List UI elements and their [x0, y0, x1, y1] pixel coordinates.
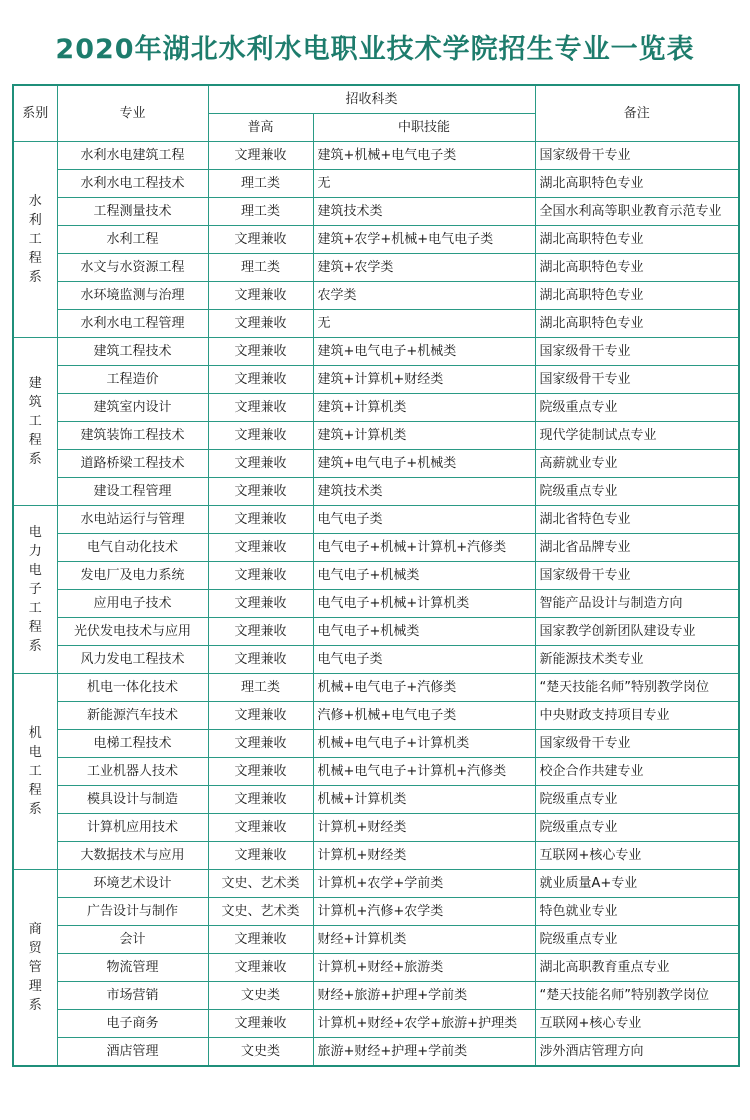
- vocational-cell: 计算机+财经类: [313, 842, 535, 870]
- note-cell: 湖北高职特色专业: [535, 282, 739, 310]
- note-cell: 国家级骨干专业: [535, 366, 739, 394]
- table-row: [13, 842, 739, 870]
- major-cell: 建筑室内设计: [57, 394, 208, 422]
- table-row: [13, 674, 739, 702]
- table-row: [13, 254, 739, 282]
- major-cell: 道路桥梁工程技术: [57, 450, 208, 478]
- vocational-cell: 农学类: [313, 282, 535, 310]
- general-cell: 理工类: [208, 170, 313, 198]
- general-cell: 文理兼收: [208, 702, 313, 730]
- note-cell: 现代学徒制试点专业: [535, 422, 739, 450]
- department-cell: [13, 870, 57, 1067]
- header-subjects: 招收科类: [208, 85, 535, 114]
- table-row: [13, 562, 739, 590]
- note-cell: 院级重点专业: [535, 478, 739, 506]
- table-row: [13, 786, 739, 814]
- general-cell: 文理兼收: [208, 142, 313, 170]
- table-row: [13, 338, 739, 366]
- department-name: 商贸管理系: [28, 922, 42, 1013]
- major-cell: 发电厂及电力系统: [57, 562, 208, 590]
- table-row: [13, 366, 739, 394]
- general-cell: 文理兼收: [208, 366, 313, 394]
- table-row: [13, 1010, 739, 1038]
- general-cell: 文理兼收: [208, 814, 313, 842]
- vocational-cell: 机械+电气电子+计算机+汽修类: [313, 758, 535, 786]
- note-cell: “楚天技能名师”特别教学岗位: [535, 674, 739, 702]
- major-cell: 水电站运行与管理: [57, 506, 208, 534]
- note-cell: 湖北高职特色专业: [535, 310, 739, 338]
- general-cell: 理工类: [208, 198, 313, 226]
- general-cell: 文理兼收: [208, 282, 313, 310]
- general-cell: 文理兼收: [208, 926, 313, 954]
- table-row: [13, 646, 739, 674]
- general-cell: 文理兼收: [208, 422, 313, 450]
- general-cell: 文理兼收: [208, 534, 313, 562]
- major-cell: 建筑装饰工程技术: [57, 422, 208, 450]
- department-cell: [13, 506, 57, 674]
- header-major: 专业: [57, 85, 208, 142]
- table-row: [13, 870, 739, 898]
- general-cell: 文史、艺术类: [208, 898, 313, 926]
- table-row: [13, 478, 739, 506]
- major-cell: 市场营销: [57, 982, 208, 1010]
- vocational-cell: 汽修+机械+电气电子类: [313, 702, 535, 730]
- vocational-cell: 建筑+电气电子+机械类: [313, 450, 535, 478]
- note-cell: 就业质量A+专业: [535, 870, 739, 898]
- vocational-cell: 电气电子+机械+计算机类: [313, 590, 535, 618]
- note-cell: 国家级骨干专业: [535, 730, 739, 758]
- table-row: [13, 534, 739, 562]
- table-body: [13, 142, 739, 1067]
- major-cell: 物流管理: [57, 954, 208, 982]
- department-name: 水利工程系: [28, 194, 42, 285]
- vocational-cell: 旅游+财经+护理+学前类: [313, 1038, 535, 1067]
- note-cell: 国家教学创新团队建设专业: [535, 618, 739, 646]
- major-cell: 模具设计与制造: [57, 786, 208, 814]
- general-cell: 理工类: [208, 674, 313, 702]
- general-cell: 文理兼收: [208, 394, 313, 422]
- general-cell: 文理兼收: [208, 310, 313, 338]
- table-row: [13, 814, 739, 842]
- major-cell: 建设工程管理: [57, 478, 208, 506]
- table-row: [13, 506, 739, 534]
- table-row: [13, 730, 739, 758]
- header-vocational: 中职技能: [313, 114, 535, 142]
- vocational-cell: 电气电子类: [313, 646, 535, 674]
- general-cell: 文理兼收: [208, 1010, 313, 1038]
- vocational-cell: 建筑技术类: [313, 198, 535, 226]
- note-cell: 院级重点专业: [535, 394, 739, 422]
- major-cell: 大数据技术与应用: [57, 842, 208, 870]
- note-cell: 湖北高职教育重点专业: [535, 954, 739, 982]
- major-cell: 水利水电建筑工程: [57, 142, 208, 170]
- note-cell: “楚天技能名师”特别教学岗位: [535, 982, 739, 1010]
- note-cell: 院级重点专业: [535, 786, 739, 814]
- note-cell: 高薪就业专业: [535, 450, 739, 478]
- note-cell: 院级重点专业: [535, 926, 739, 954]
- vocational-cell: 计算机+汽修+农学类: [313, 898, 535, 926]
- major-cell: 会计: [57, 926, 208, 954]
- vocational-cell: 电气电子+机械类: [313, 618, 535, 646]
- note-cell: 湖北省品牌专业: [535, 534, 739, 562]
- table-row: [13, 422, 739, 450]
- vocational-cell: 建筑+机械+电气电子类: [313, 142, 535, 170]
- major-cell: 电气自动化技术: [57, 534, 208, 562]
- general-cell: 文史类: [208, 982, 313, 1010]
- table-row: [13, 226, 739, 254]
- vocational-cell: 建筑技术类: [313, 478, 535, 506]
- vocational-cell: 财经+旅游+护理+学前类: [313, 982, 535, 1010]
- major-cell: 水利水电工程管理: [57, 310, 208, 338]
- table-row: [13, 310, 739, 338]
- major-cell: 水利工程: [57, 226, 208, 254]
- vocational-cell: 计算机+财经类: [313, 814, 535, 842]
- vocational-cell: 财经+计算机类: [313, 926, 535, 954]
- general-cell: 文史、艺术类: [208, 870, 313, 898]
- table-row: [13, 982, 739, 1010]
- vocational-cell: 计算机+财经+旅游类: [313, 954, 535, 982]
- general-cell: 文理兼收: [208, 562, 313, 590]
- page-title: 2020年湖北水利水电职业技术学院招生专业一览表: [55, 34, 695, 65]
- note-cell: 国家级骨干专业: [535, 562, 739, 590]
- department-cell: [13, 142, 57, 338]
- note-cell: 湖北省特色专业: [535, 506, 739, 534]
- general-cell: 文史类: [208, 1038, 313, 1067]
- general-cell: 文理兼收: [208, 226, 313, 254]
- vocational-cell: 电气电子+机械类: [313, 562, 535, 590]
- table-row: [13, 282, 739, 310]
- department-name: 电力电子工程系: [28, 525, 42, 654]
- vocational-cell: 计算机+农学+学前类: [313, 870, 535, 898]
- table-row: [13, 394, 739, 422]
- major-cell: 光伏发电技术与应用: [57, 618, 208, 646]
- general-cell: 文理兼收: [208, 786, 313, 814]
- general-cell: 文理兼收: [208, 618, 313, 646]
- note-cell: 中央财政支持项目专业: [535, 702, 739, 730]
- department-cell: [13, 338, 57, 506]
- table-row: [13, 450, 739, 478]
- general-cell: 文理兼收: [208, 646, 313, 674]
- general-cell: 文理兼收: [208, 758, 313, 786]
- table-row: [13, 590, 739, 618]
- general-cell: 文理兼收: [208, 842, 313, 870]
- table-row: [13, 1038, 739, 1067]
- table-row: [13, 618, 739, 646]
- note-cell: 校企合作共建专业: [535, 758, 739, 786]
- table-row: [13, 758, 739, 786]
- department-name: 建筑工程系: [28, 376, 42, 467]
- major-cell: 建筑工程技术: [57, 338, 208, 366]
- major-cell: 环境艺术设计: [57, 870, 208, 898]
- note-cell: 全国水利高等职业教育示范专业: [535, 198, 739, 226]
- header-notes: 备注: [535, 85, 739, 142]
- vocational-cell: 机械+电气电子+计算机类: [313, 730, 535, 758]
- vocational-cell: 建筑+计算机类: [313, 394, 535, 422]
- general-cell: 文理兼收: [208, 478, 313, 506]
- vocational-cell: 建筑+计算机类: [313, 422, 535, 450]
- majors-table: [12, 84, 740, 1067]
- vocational-cell: 无: [313, 310, 535, 338]
- vocational-cell: 建筑+农学+机械+电气电子类: [313, 226, 535, 254]
- header-general: 普高: [208, 114, 313, 142]
- general-cell: 文理兼收: [208, 338, 313, 366]
- general-cell: 文理兼收: [208, 730, 313, 758]
- major-cell: 水环境监测与治理: [57, 282, 208, 310]
- department-name: 机电工程系: [28, 726, 42, 817]
- general-cell: 文理兼收: [208, 506, 313, 534]
- header-dept: 系别: [13, 85, 57, 142]
- vocational-cell: 计算机+财经+农学+旅游+护理类: [313, 1010, 535, 1038]
- department-cell: [13, 674, 57, 870]
- major-cell: 工业机器人技术: [57, 758, 208, 786]
- major-cell: 电梯工程技术: [57, 730, 208, 758]
- major-cell: 新能源汽车技术: [57, 702, 208, 730]
- general-cell: 理工类: [208, 254, 313, 282]
- major-cell: 水利水电工程技术: [57, 170, 208, 198]
- major-cell: 酒店管理: [57, 1038, 208, 1067]
- vocational-cell: 无: [313, 170, 535, 198]
- note-cell: 国家级骨干专业: [535, 142, 739, 170]
- note-cell: 互联网+核心专业: [535, 1010, 739, 1038]
- major-cell: 水文与水资源工程: [57, 254, 208, 282]
- table-row: [13, 898, 739, 926]
- note-cell: 院级重点专业: [535, 814, 739, 842]
- major-cell: 工程造价: [57, 366, 208, 394]
- table-row: [13, 954, 739, 982]
- major-cell: 工程测量技术: [57, 198, 208, 226]
- table-row: [13, 142, 739, 170]
- note-cell: 湖北高职特色专业: [535, 254, 739, 282]
- general-cell: 文理兼收: [208, 590, 313, 618]
- major-cell: 电子商务: [57, 1010, 208, 1038]
- vocational-cell: 机械+电气电子+汽修类: [313, 674, 535, 702]
- vocational-cell: 电气电子+机械+计算机+汽修类: [313, 534, 535, 562]
- vocational-cell: 建筑+电气电子+机械类: [313, 338, 535, 366]
- note-cell: 互联网+核心专业: [535, 842, 739, 870]
- major-cell: 机电一体化技术: [57, 674, 208, 702]
- major-cell: 广告设计与制作: [57, 898, 208, 926]
- note-cell: 国家级骨干专业: [535, 338, 739, 366]
- general-cell: 文理兼收: [208, 954, 313, 982]
- general-cell: 文理兼收: [208, 450, 313, 478]
- note-cell: 湖北高职特色专业: [535, 170, 739, 198]
- vocational-cell: 电气电子类: [313, 506, 535, 534]
- note-cell: 特色就业专业: [535, 898, 739, 926]
- vocational-cell: 建筑+计算机+财经类: [313, 366, 535, 394]
- major-cell: 计算机应用技术: [57, 814, 208, 842]
- table-row: [13, 170, 739, 198]
- table-row: [13, 702, 739, 730]
- vocational-cell: 建筑+农学类: [313, 254, 535, 282]
- note-cell: 智能产品设计与制造方向: [535, 590, 739, 618]
- table-row: [13, 926, 739, 954]
- note-cell: 湖北高职特色专业: [535, 226, 739, 254]
- note-cell: 涉外酒店管理方向: [535, 1038, 739, 1067]
- note-cell: 新能源技术类专业: [535, 646, 739, 674]
- major-cell: 应用电子技术: [57, 590, 208, 618]
- table-row: [13, 198, 739, 226]
- major-cell: 风力发电工程技术: [57, 646, 208, 674]
- vocational-cell: 机械+计算机类: [313, 786, 535, 814]
